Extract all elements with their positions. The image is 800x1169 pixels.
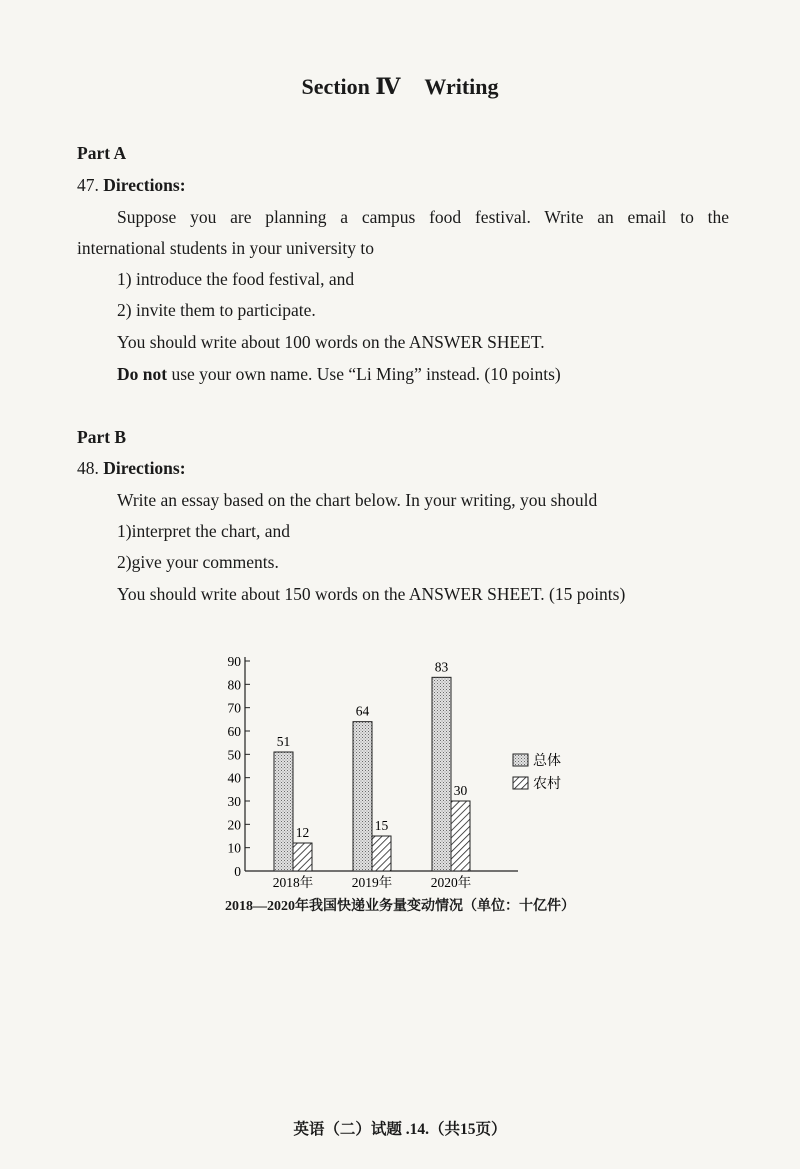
legend-swatch: [513, 754, 528, 766]
page-footer: 英语（二）试题 .14.（共15页）: [293, 1121, 507, 1138]
bar-value-label: 83: [434, 659, 449, 675]
q47-directions-label: Directions:: [103, 175, 186, 195]
section-title: [0, 74, 800, 100]
y-tick-label: 50: [227, 747, 241, 763]
q47-item-2: 2) invite them to participate.: [117, 300, 316, 320]
bar-total-1: [274, 752, 293, 871]
q47-paragraph-line1: Suppose you are planning a campus food festival. Write an email to the: [117, 207, 729, 227]
x-tick-label: 2019年: [351, 875, 393, 890]
bar-total-3: [432, 677, 451, 871]
q48-number: 48.: [77, 458, 99, 478]
q47-number: 47.: [77, 175, 99, 195]
q47-name-instruction: [117, 364, 561, 385]
q48-directions-label: Directions:: [103, 458, 186, 478]
chart-svg: [200, 650, 620, 890]
y-tick-label: 30: [227, 794, 241, 809]
q48-item-2: 2)give your comments.: [117, 552, 279, 572]
part-a-heading: Part A: [77, 143, 127, 163]
q47-donot: Do not: [117, 364, 168, 384]
y-tick-label: 40: [227, 770, 241, 786]
bar-chart: [200, 650, 620, 890]
section-title-number: Section Ⅳ: [301, 74, 401, 99]
bar-total-2: [353, 722, 372, 871]
q48-item-1: 1)interpret the chart, and: [117, 521, 290, 541]
legend-label: 总体: [533, 753, 561, 769]
q47-word-requirement: You should write about 100 words on the ANSWER SHEET.: [117, 332, 545, 352]
bar-value-label: 15: [374, 818, 389, 833]
bar-value-label: 51: [276, 734, 291, 749]
q47-directions: [77, 175, 186, 196]
x-tick-label: 2020年: [430, 875, 472, 890]
y-tick-label: 10: [227, 840, 241, 856]
chart-caption: 2018—2020年我国快递业务量变动情况（单位：十亿件）: [225, 899, 575, 914]
bar-rural-1: [293, 843, 312, 871]
q48-word-requirement: You should write about 150 words on the ANSWER SHEET. (15 points): [117, 584, 626, 604]
legend-swatch: [513, 777, 528, 789]
q48-line1: Write an essay based on the chart below. In your writing, you should: [117, 490, 598, 510]
q47-paragraph-line2: international students in your university to: [77, 238, 374, 258]
q48-directions: [77, 458, 186, 479]
legend-label: 农村: [533, 776, 561, 792]
bar-rural-3: [451, 801, 470, 871]
bar-rural-2: [372, 836, 391, 871]
x-tick-label: 2018年: [272, 875, 314, 890]
bar-value-label: 30: [453, 783, 468, 798]
bar-value-label: 64: [355, 703, 370, 719]
bar-value-label: 12: [295, 825, 310, 840]
y-tick-label: 20: [227, 817, 241, 833]
q47-item-1: 1) introduce the food festival, and: [117, 269, 355, 289]
part-b-heading: Part B: [77, 427, 127, 447]
y-tick-label: 0: [234, 864, 241, 879]
y-tick-label: 60: [227, 724, 241, 739]
q47-donot-rest: use your own name. Use “Li Ming” instead. (10 points): [167, 364, 561, 384]
section-title-name: Writing: [424, 74, 499, 99]
y-tick-label: 80: [227, 677, 241, 693]
y-tick-label: 70: [227, 700, 241, 716]
y-tick-label: 90: [227, 654, 241, 669]
